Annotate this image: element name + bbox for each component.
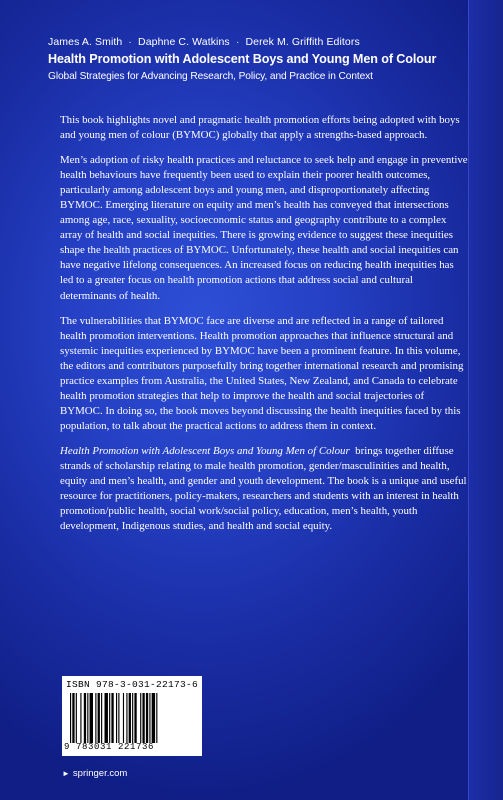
barcode-bar (142, 693, 144, 743)
barcode-bar (126, 693, 127, 743)
barcode-bar (134, 693, 136, 743)
arrow-icon: ► (62, 769, 70, 778)
barcode-bar (146, 693, 148, 743)
barcode-bar (132, 693, 133, 743)
blurb-paragraph-last (60, 444, 468, 534)
book-subtitle: Global Strategies for Advancing Research, Policy, and Practice in Context (48, 71, 373, 82)
barcode-bar (80, 693, 81, 743)
book-spine (468, 0, 503, 800)
editor-name: Derek M. Griffith (245, 36, 324, 48)
barcode-bar (101, 693, 102, 743)
barcode-bar (152, 693, 155, 743)
book-title: Health Promotion with Adolescent Boys and Young Men of Colour (48, 52, 437, 66)
barcode-bar (95, 693, 96, 743)
barcode-bar (90, 693, 93, 743)
publisher-url: springer.com (72, 768, 128, 779)
barcode-bar (87, 693, 88, 743)
blurb (60, 113, 468, 544)
barcode-bar (76, 693, 77, 743)
separator: · (128, 36, 132, 48)
blurb-paragraph: Men’s adoption of risky health practices and reluctance to seek help and engage in preventive health behaviours have frequently been used to explain their poorer health outcomes, particularly among adolescent boys and young men, and disproportionately affecting BYMOC. Emerging literature on equity and men’s health has conveyed that intersections among age, race, sexuality, socioeconomic status and geography contribute to a complex array of health and social inequities. There is growing evidence to suggest these inequities shape the health practices of BYMOC. Unfortunately, these health and social inequities can have negative lifelong consequences. An increased focus on reducing health inequities has led to a greater focus on health promotion actions that address social and cultural determinants of health. (60, 154, 468, 302)
barcode-bar (98, 693, 100, 743)
barcode-bar (116, 693, 117, 743)
blurb-paragraph: The vulnerabilities that BYMOC face are diverse and are reflected in a range of tailored health promotion interventions. Health promotion approaches that influence structural and systemic inequities experienced by BYMOC have been a prominent feature. In this volume, the editors and contributors purposefully bring together international research and promising practice examples from Australia, the United States, New Zealand, and Canada to celebrate health promotion strategies that help to improve the health and social trajectories of BYMOC. In doing so, the book moves beyond discussing the health inequities faced by this population, to talk about the practical actions to address them in context. (60, 314, 464, 432)
blurb-paragraph: This book highlights novel and pragmatic health promotion efforts being adopted with boys and young men of colour (BYMOC) globally that apply a strengths-based approach. (60, 114, 460, 142)
barcode-bars (70, 693, 194, 743)
publisher-link[interactable] (62, 768, 127, 779)
barcode-bar (129, 693, 131, 743)
barcode-bar (72, 693, 74, 743)
barcode-digits: 9 783031 221736 (64, 742, 155, 752)
isbn-barcode (62, 676, 202, 756)
barcode-bar (118, 693, 119, 743)
barcode-bar (111, 693, 113, 743)
barcode-bar (70, 693, 71, 743)
editors-role: Editors (326, 36, 360, 48)
barcode-bar (149, 693, 150, 743)
editors-line (48, 36, 468, 48)
barcode-bar (156, 693, 157, 743)
editor-name: Daphne C. Watkins (138, 36, 230, 48)
italic-book-title: Health Promotion with Adolescent Boys and Young Men of Colour (60, 444, 350, 457)
barcode-bar (105, 693, 108, 743)
barcode-bar (84, 693, 86, 743)
barcode-bar (123, 693, 124, 743)
blurb-text: brings together diffuse strands of scholarship relating to male health promotion, gender/masculinities and health, equity and men’s health, and gender and youth development. The book is a unique and useful resource for practitioners, policy-makers, researchers and students with an interest in health promotion/public health, social work/social policy, education, men’s health, youth development, Indigenous studies, and health and social equity. (60, 444, 467, 533)
editor-name: James A. Smith (48, 36, 123, 48)
barcode-bar (140, 693, 141, 743)
barcode-bar (109, 693, 110, 743)
isbn-label: ISBN 978-3-031-22173-6 (66, 679, 199, 690)
separator: · (235, 36, 240, 48)
